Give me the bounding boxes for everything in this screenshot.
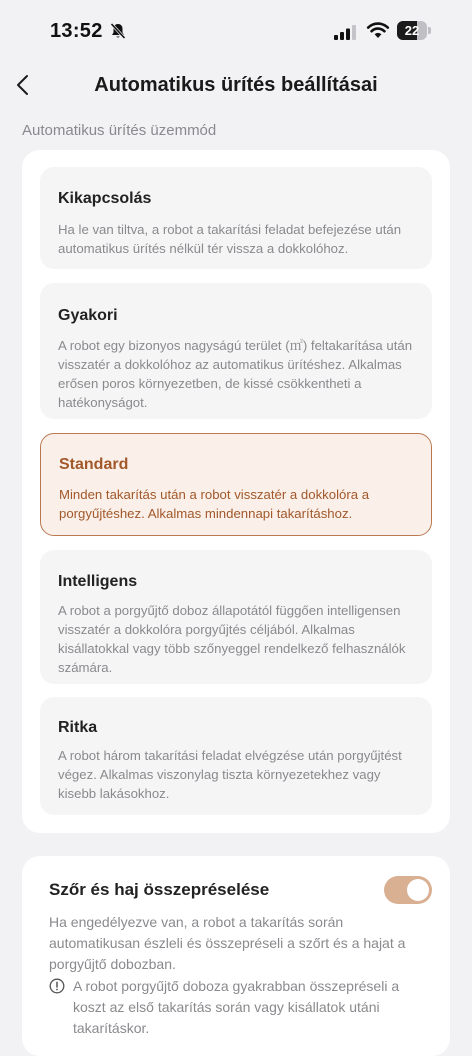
mode-option-rare[interactable] [40,697,432,815]
page-title: Automatikus ürítés beállításai [94,74,378,96]
mode-option-title: Kikapcsolás [58,190,152,207]
battery-indicator [397,21,427,40]
hair-compression-title: Szőr és haj összepréselése [49,880,270,899]
mode-option-intelligent[interactable] [40,550,432,684]
mode-option-title: Ritka [58,719,98,736]
section-label: Automatikus ürítés üzemmód [22,122,217,139]
battery-tip [428,27,431,34]
toggle-knob [407,879,429,901]
wifi-icon [366,21,390,39]
mode-option-title: Gyakori [58,307,118,324]
mode-option-description: A robot három takarítási feladat elvégzése után porgyűjtést végez. Alkalmas viszonylag tiszta környezetekhez vagy kisebb lakásokhoz. [58,748,402,801]
mode-option-frequent[interactable] [40,283,432,419]
bell-slash-icon [109,22,127,40]
status-bar [0,0,472,64]
hair-compression-note: A robot porgyűjtő doboza gyakrabban összepréseli a koszt az első takarítás során vagy kisállatok utáni takarításkor. [73,978,400,1036]
battery-level: 22 [404,23,420,38]
cellular-signal-icon [334,24,358,40]
hair-compression-card [22,856,450,1056]
mode-option-off[interactable] [40,167,432,269]
auto-empty-mode-card [22,150,450,833]
hair-compression-description: Ha engedélyezve van, a robot a takarítás során automatikusan észleli és összepréseli a szőrt és a hajat a porgyűjtő dobozban. [49,914,406,972]
mode-option-description: A robot egy bizonyos nagyságú terület (㎡) feltakarítása után visszatér a dokkolóhoz az automatikus ürítéshez. Alkalmas erősen poros környezetben, de kissé csökkentheti a hatékonyságot. [58,338,413,410]
mode-option-title: Intelligens [58,573,138,590]
mode-option-standard[interactable] [40,433,432,536]
status-time: 13:52 [50,20,103,42]
info-circle-icon [49,978,65,994]
mode-option-description: A robot a porgyűjtő doboz állapotától függően intelligensen visszatér a dokkolóra porgyűjtés céljából. Alkalmas kisállatokkal vagy több szőnyeggel rendelkező felhasználók számára. [58,603,406,675]
mode-option-title: Standard [59,456,129,473]
hair-compression-toggle[interactable] [384,876,432,904]
mode-option-description: Ha le van tiltva, a robot a takarítási feladat befejezése után automatikus ürítés nélkül tér vissza a dokkolóhoz. [58,222,402,256]
mode-option-description: Minden takarítás után a robot visszatér a dokkolóra a porgyűjtéshez. Alkalmas mindennapi takarításhoz. [59,487,370,521]
